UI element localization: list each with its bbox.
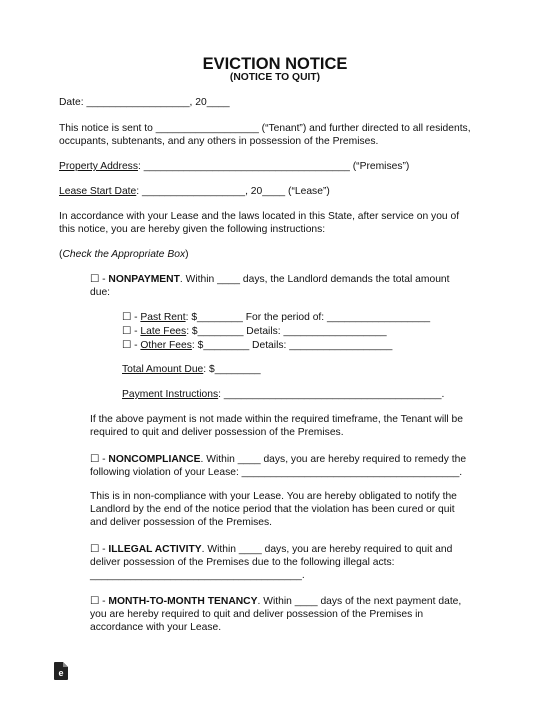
past-rent-row (122, 311, 500, 324)
document-title: EVICTION NOTICE (202, 55, 348, 73)
other-fees-label: Other Fees (140, 340, 192, 351)
past-rent-field: : $________ For the period of: __________________ (185, 312, 431, 323)
total-amount-label: Total Amount Due (122, 364, 204, 375)
illegal-activity-option (90, 543, 500, 556)
late-fees-field: : $________ Details: __________________ (186, 326, 387, 337)
sent-to-line-1: This notice is sent to __________________ (“Tenant”) and further directed to all residents, (59, 123, 471, 134)
nonpayment-failure-line-2: required to quit and deliver possession of the Premises. (90, 427, 344, 438)
month-to-month-checkbox[interactable]: ☐ - (90, 596, 109, 607)
total-amount-line (122, 363, 500, 376)
date-line: Date: __________________, 20____ (59, 97, 230, 108)
check-close-paren: ) (185, 249, 189, 260)
illegal-activity-line-3: _____________________________________. (90, 570, 305, 581)
month-to-month-label: MONTH-TO-MONTH TENANCY (108, 596, 258, 607)
document-subtitle: (NOTICE TO QUIT) (229, 72, 321, 83)
month-to-month-text: . Within ____ days of the next payment date, (257, 596, 462, 607)
accordance-line-2: this notice, you are hereby given the following instructions: (59, 224, 326, 235)
illegal-activity-line-2: deliver possession of the Premises due to the following illegal acts: (90, 557, 395, 568)
noncompliance-label: NONCOMPLIANCE (108, 454, 201, 465)
past-rent-label: Past Rent (140, 312, 186, 323)
check-instruction-text: Check the Appropriate Box (62, 249, 186, 260)
past-rent-checkbox[interactable]: ☐ - (122, 312, 141, 323)
late-fees-row (122, 325, 500, 338)
noncompliance-line-2: following violation of your Lease: ______________________________________. (90, 467, 463, 478)
noncompliance-para-line-3: and deliver possession of the Premises. (90, 517, 273, 528)
property-address-label: Property Address (59, 161, 138, 172)
illegal-activity-label: ILLEGAL ACTIVITY (108, 544, 202, 555)
nonpayment-label: NONPAYMENT (108, 274, 180, 285)
total-amount-field: : $________ (203, 364, 261, 375)
payment-instructions-field: : ______________________________________. (218, 389, 445, 400)
noncompliance-text: . Within ____ days, you are hereby required to remedy the (200, 454, 467, 465)
month-to-month-line-3: accordance with your Lease. (90, 622, 222, 633)
noncompliance-para-line-2: Landlord by the end of the notice period that the violation has been cured or quit (90, 504, 455, 515)
lease-start-line (59, 185, 499, 198)
month-to-month-option (90, 595, 500, 608)
nonpayment-failure-line-1: If the above payment is not made within the required timeframe, the Tenant will be (90, 414, 463, 425)
other-fees-checkbox[interactable]: ☐ - (122, 340, 141, 351)
late-fees-checkbox[interactable]: ☐ - (122, 326, 141, 337)
noncompliance-checkbox[interactable]: ☐ - (90, 454, 109, 465)
payment-instructions-label: Payment Instructions (122, 389, 219, 400)
other-fees-row (122, 339, 500, 352)
noncompliance-option (90, 453, 500, 466)
accordance-line-1: In accordance with your Lease and the laws located in this State, after service on you of (59, 211, 460, 222)
lease-start-field: : __________________, 20____ (“Lease”) (136, 186, 330, 197)
month-to-month-line-2: you are hereby required to quit and deliver possession of the Premises in (90, 609, 424, 620)
nonpayment-text-line-2: due: (90, 287, 111, 298)
check-open-paren: ( (59, 249, 63, 260)
lease-start-label: Lease Start Date (59, 186, 137, 197)
late-fees-label: Late Fees (140, 326, 187, 337)
sent-to-line-2: occupants, subtenants, and any others in possession of the Premises. (59, 136, 379, 147)
nonpayment-option (90, 273, 500, 286)
nonpayment-text: . Within ____ days, the Landlord demands the total amount (179, 274, 450, 285)
property-address-field: : ____________________________________ (“Premises”) (137, 161, 410, 172)
noncompliance-para-line-1: This is in non-compliance with your Lease. You are hereby obligated to notify the (90, 491, 457, 502)
payment-instructions-line (122, 388, 500, 401)
other-fees-field: : $________ Details: __________________ (191, 340, 393, 351)
svg-text:e: e (58, 668, 64, 678)
property-address-line (59, 160, 499, 173)
eforms-logo-icon (54, 662, 68, 680)
illegal-activity-checkbox[interactable]: ☐ - (90, 544, 109, 555)
check-instruction (59, 248, 499, 261)
illegal-activity-text: . Within ____ days, you are hereby required to quit and (201, 544, 453, 555)
nonpayment-checkbox[interactable]: ☐ - (90, 274, 109, 285)
